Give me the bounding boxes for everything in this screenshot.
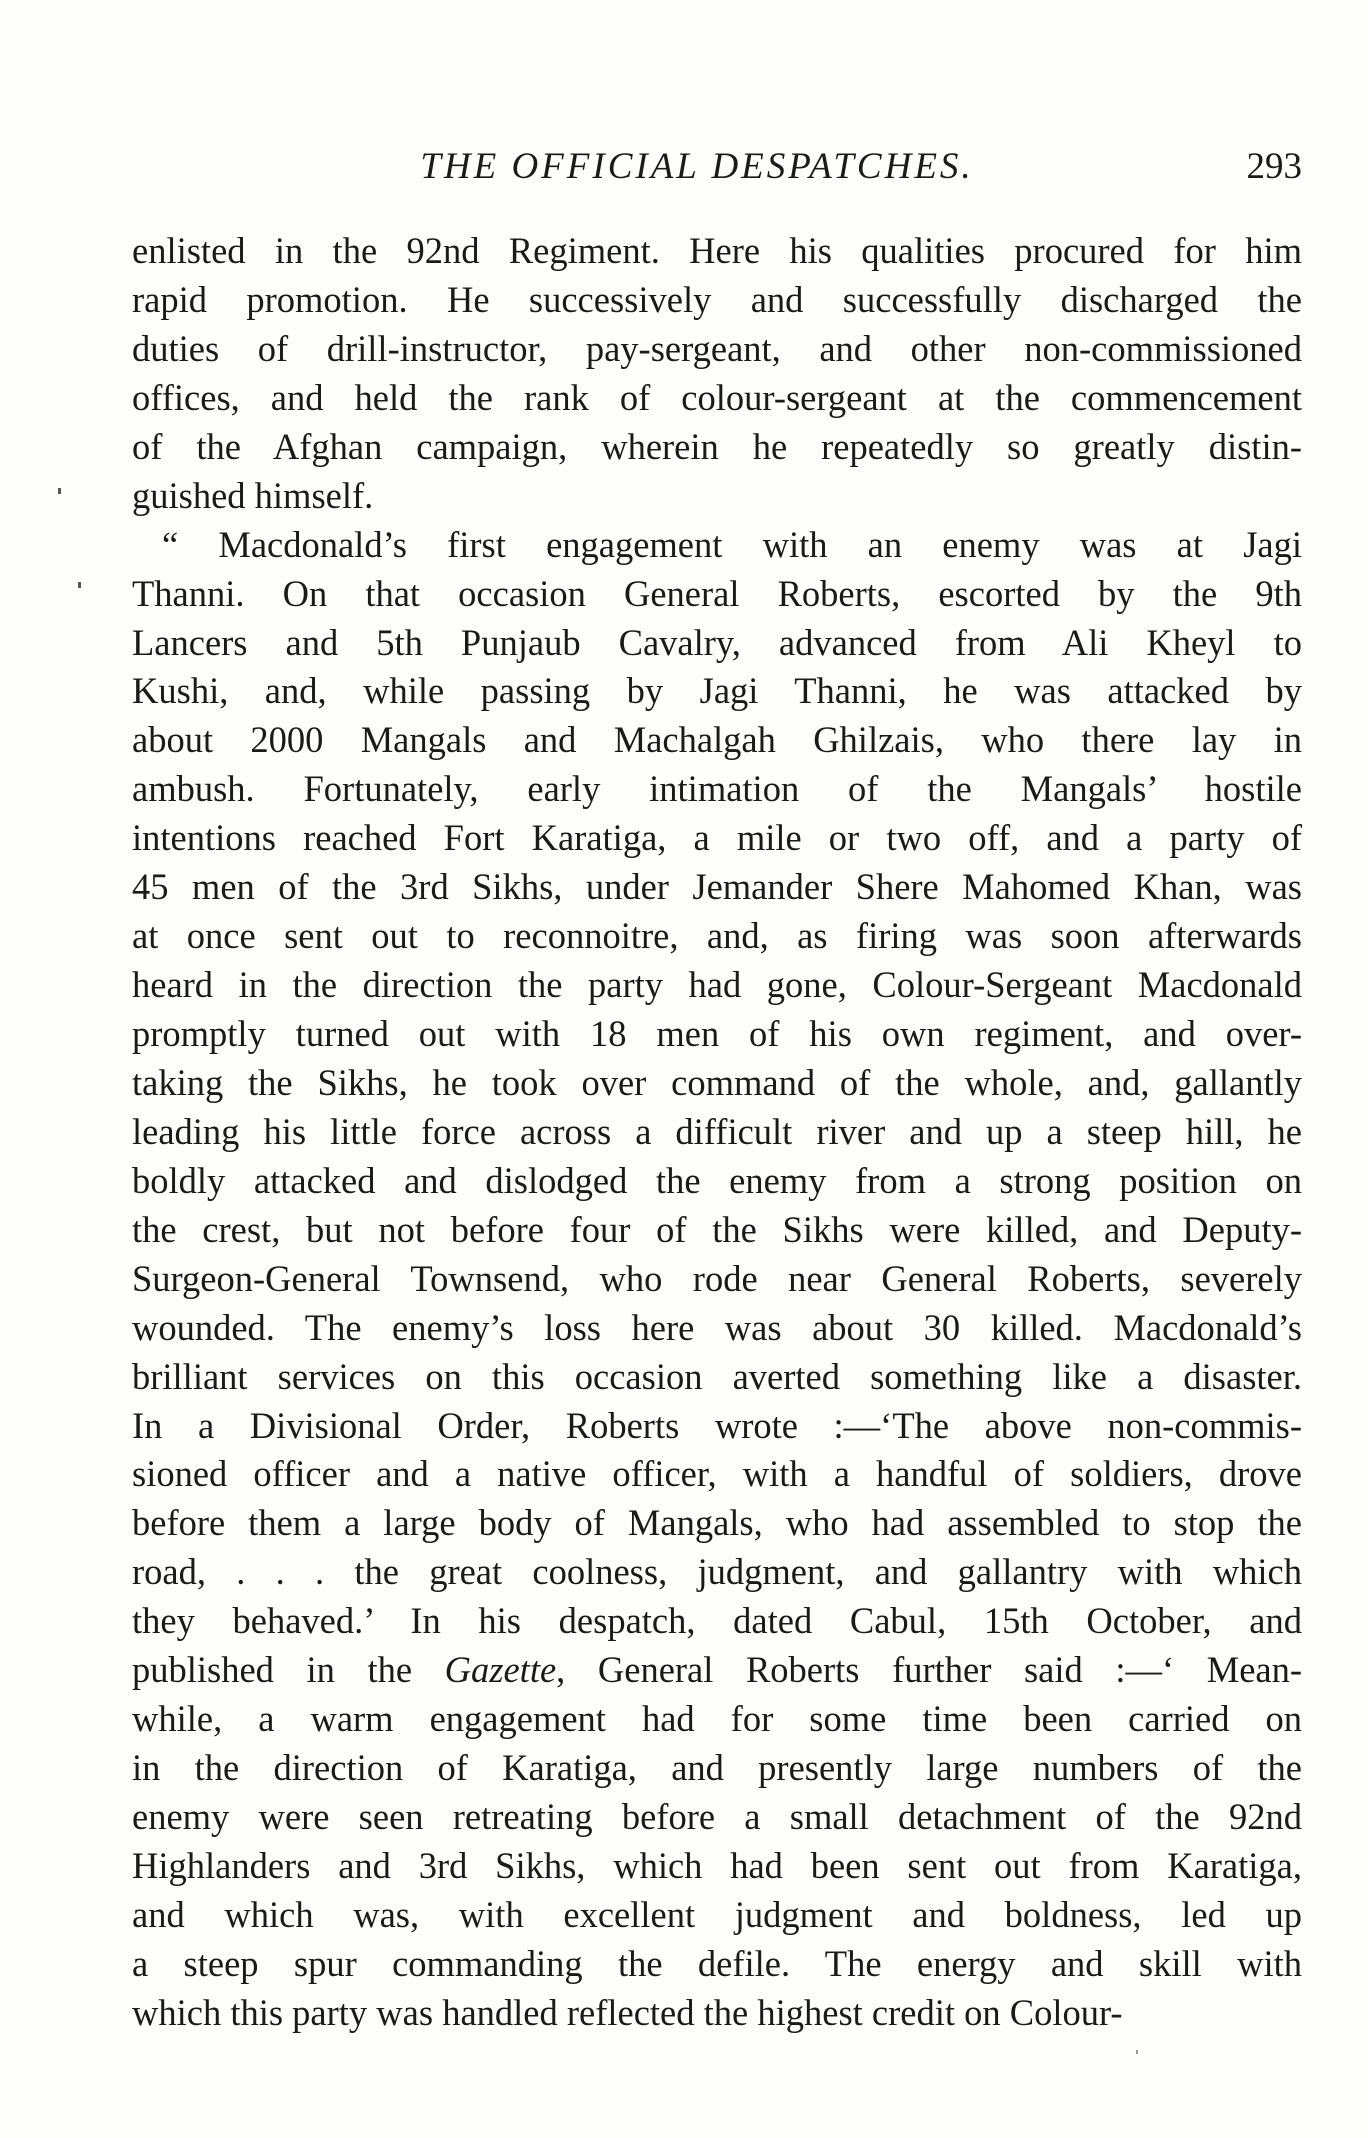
- text-line: leading his little force across a difficult river and up a steep hill, he: [132, 1110, 1302, 1152]
- text-line: before them a large body of Mangals, who had assembled to stop the: [132, 1502, 1302, 1544]
- text-line: while, a warm engagement had for some time been carried on: [132, 1698, 1302, 1740]
- margin-mark: [1136, 2050, 1138, 2054]
- text-line: wounded. The enemy’s loss here was about 30 killed. Macdonald’s: [132, 1306, 1302, 1348]
- text-line: the crest, but not before four of the Sikhs were killed, and Deputy-: [132, 1208, 1302, 1250]
- text-line: sioned officer and a native officer, with a handful of soldiers, drove: [132, 1453, 1302, 1495]
- text-line: In a Divisional Order, Roberts wrote :—‘The above non-commis-: [132, 1404, 1302, 1446]
- text-line: road, . . . the great coolness, judgment, and gallantry with which: [132, 1551, 1302, 1593]
- text-line: “ Macdonald’s first engagement with an enemy was at Jagi: [162, 523, 1302, 565]
- text-span: published in the: [132, 1649, 445, 1691]
- text-line: at once sent out to reconnoitre, and, as firing was soon afterwards: [132, 915, 1302, 957]
- text-span: , General Roberts further said :—‘ Mean-: [556, 1649, 1302, 1691]
- text-line: 45 men of the 3rd Sikhs, under Jemander Shere Mahomed Khan, was: [132, 866, 1302, 908]
- text-line: Thanni. On that occasion General Roberts, escorted by the 9th: [132, 572, 1302, 614]
- text-line: enemy were seen retreating before a small detachment of the 92nd: [132, 1796, 1302, 1837]
- text-line: duties of drill-instructor, pay-sergeant, and other non-commissioned: [132, 327, 1302, 369]
- text-line: of the Afghan campaign, wherein he repeatedly so greatly distin-: [132, 425, 1302, 467]
- text-line: rapid promotion. He successively and successfully discharged the: [132, 278, 1302, 320]
- text-line: intentions reached Fort Karatiga, a mile or two off, and a party of: [132, 817, 1302, 859]
- text-line: Kushi, and, while passing by Jagi Thanni, he was attacked by: [132, 670, 1302, 712]
- text-line: Surgeon-General Townsend, who rode near General Roberts, severely: [132, 1257, 1302, 1299]
- text-line: which this party was handled reflected the highest credit on Colour-: [132, 1991, 1123, 2033]
- text-line: brilliant services on this occasion averted something like a disaster.: [132, 1355, 1302, 1397]
- text-line: boldly attacked and dislodged the enemy from a strong position on: [132, 1159, 1302, 1201]
- text-line: heard in the direction the party had gone, Colour-Sergeant Macdonald: [132, 964, 1302, 1006]
- text-line: they behaved.’ In his despatch, dated Cabul, 15th October, and: [132, 1600, 1302, 1642]
- page-number: 293: [1246, 146, 1302, 187]
- margin-mark: [58, 488, 61, 494]
- margin-mark: [78, 582, 81, 588]
- page-header: [132, 142, 1302, 192]
- body-text: [132, 227, 1302, 2038]
- text-line: promptly turned out with 18 men of his own regiment, and over-: [132, 1013, 1302, 1054]
- text-line: taking the Sikhs, he took over command of the whole, and, gallantly: [132, 1061, 1302, 1103]
- italic-title: Gazette: [444, 1649, 557, 1691]
- text-line: about 2000 Mangals and Machalgah Ghilzais, who there lay in: [132, 719, 1302, 761]
- text-line: offices, and held the rank of colour-sergeant at the commencement: [132, 376, 1302, 418]
- text-line: in the direction of Karatiga, and presently large numbers of the: [132, 1747, 1302, 1789]
- text-line: a steep spur commanding the defile. The energy and skill with: [132, 1942, 1302, 1984]
- running-title: THE OFFICIAL DESPATCHES.: [420, 146, 974, 187]
- text-line: and which was, with excellent judgment and boldness, led up: [132, 1893, 1302, 1935]
- text-line: Lancers and 5th Punjaub Cavalry, advanced from Ali Kheyl to: [132, 621, 1302, 663]
- text-line: Highlanders and 3rd Sikhs, which had been sent out from Karatiga,: [132, 1844, 1302, 1886]
- text-line: ambush. Fortunately, early intimation of the Mangals’ hostile: [132, 768, 1302, 810]
- text-line: [132, 1646, 1302, 1695]
- text-line: enlisted in the 92nd Regiment. Here his qualities procured for him: [132, 230, 1302, 271]
- text-line: guished himself.: [132, 474, 374, 516]
